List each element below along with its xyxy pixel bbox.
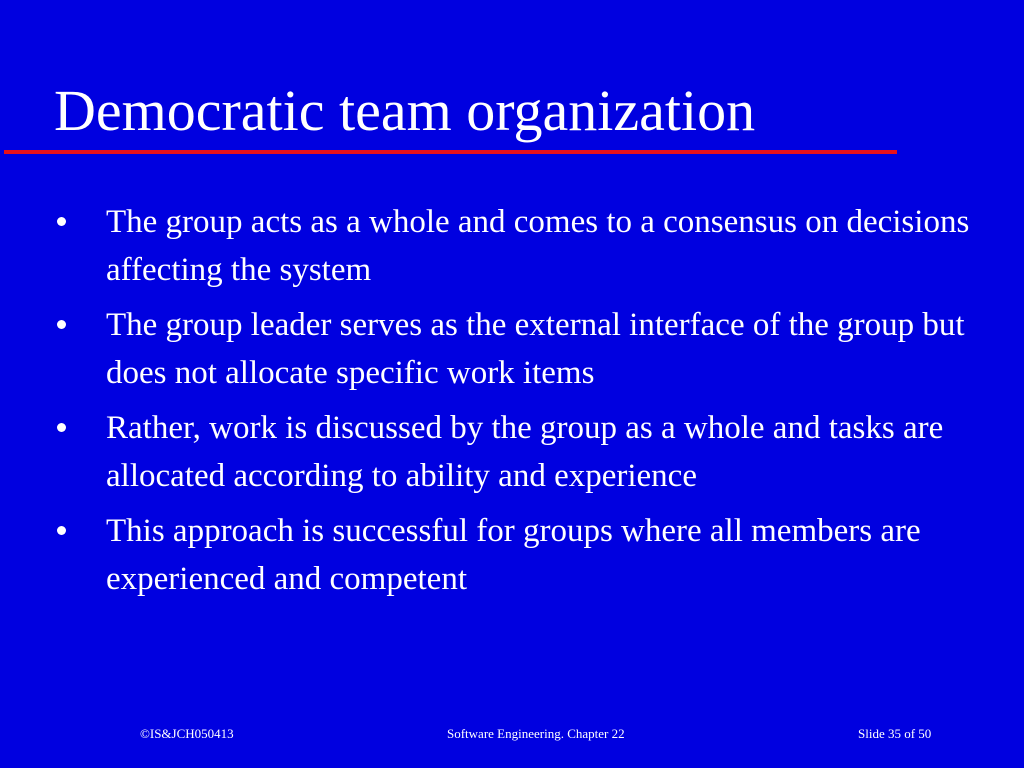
bullet-item (0, 507, 986, 603)
footer-slide-number: Slide 35 of 50 (858, 726, 932, 741)
bullet-dot-icon (57, 526, 66, 535)
bullet-list (0, 198, 1024, 610)
bullet-item (0, 404, 986, 500)
bullet-dot-icon (57, 320, 66, 329)
title-underline-rule (4, 150, 897, 154)
bullet-dot-icon (57, 423, 66, 432)
bullet-dot-icon (57, 217, 66, 226)
footer-course-title: Software Engineering. Chapter 22 (447, 726, 625, 741)
slide-title: Democratic team organization (54, 78, 756, 143)
bullet-item (0, 198, 986, 294)
bullet-text: This approach is successful for groups where all members are experienced and competent (106, 513, 921, 597)
bullet-text: The group leader serves as the external interface of the group but does not allocate specific work items (106, 307, 965, 391)
footer-copyright: ©IS&JCH050413 (140, 726, 234, 741)
bullet-item (0, 301, 986, 397)
bullet-text: Rather, work is discussed by the group as a whole and tasks are allocated according to ability and experience (106, 410, 944, 494)
bullet-text: The group acts as a whole and comes to a consensus on decisions affecting the system (106, 204, 970, 288)
